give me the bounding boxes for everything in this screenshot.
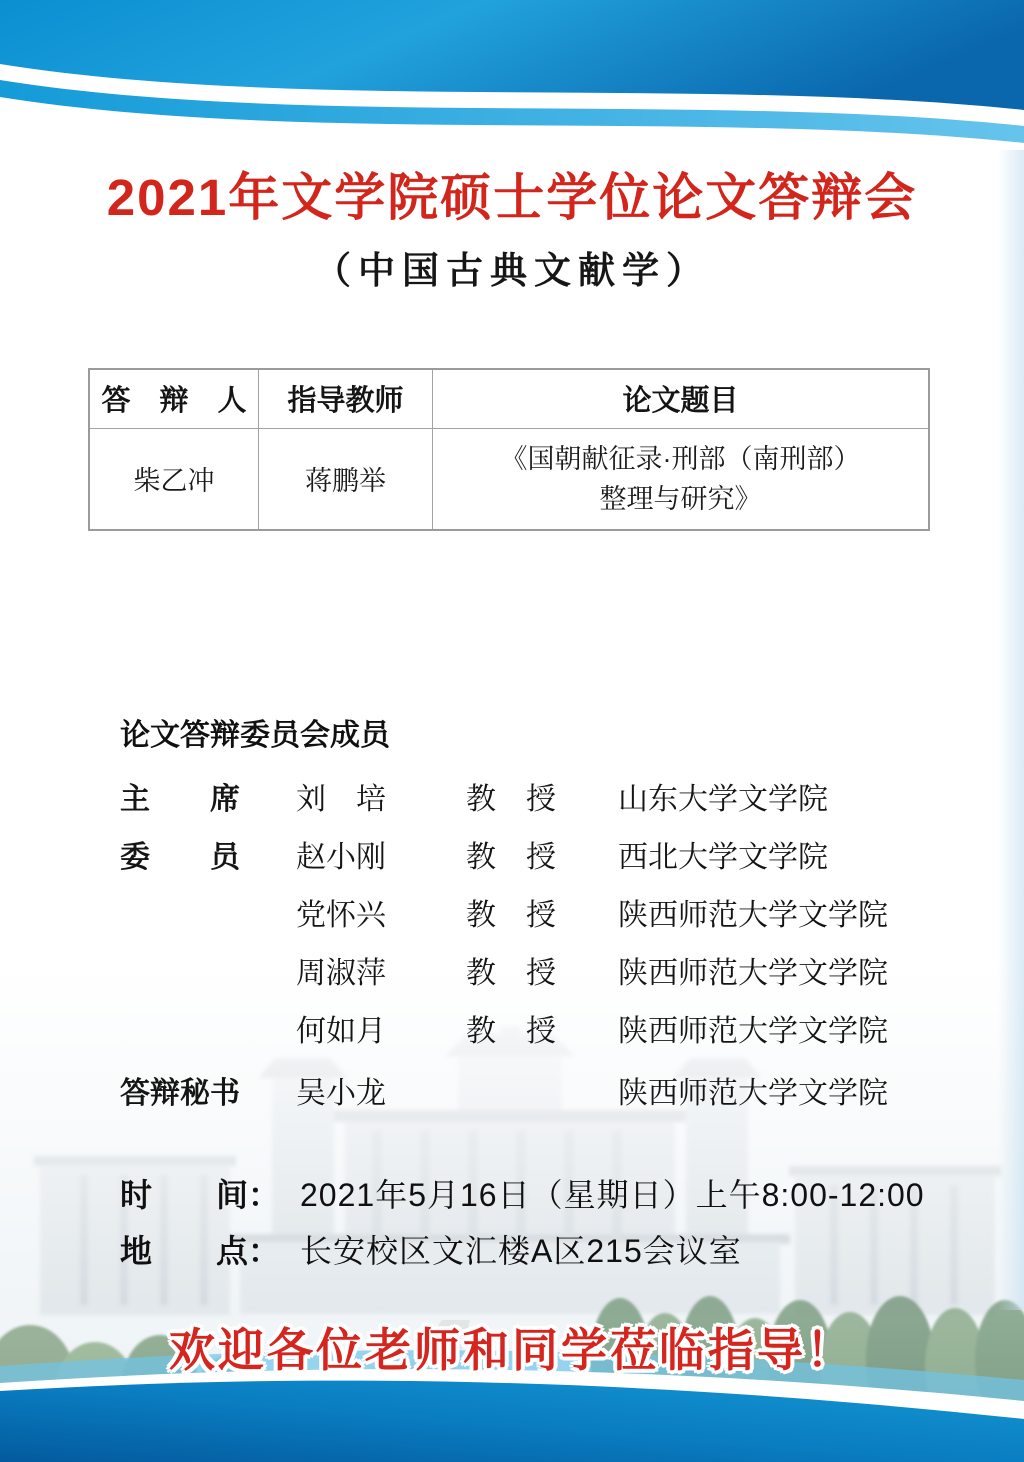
member-name: 赵小刚	[296, 841, 386, 874]
column-header-thesis-title: 论文题目	[433, 369, 930, 428]
member-name: 何如月	[296, 1015, 386, 1048]
defense-table	[88, 368, 930, 531]
member-title: 教 授	[466, 899, 556, 932]
committee-row	[120, 1006, 940, 1048]
advisor-name: 蒋鹏举	[259, 428, 433, 530]
time-label: 时 间：	[120, 1177, 281, 1213]
committee-row	[120, 948, 940, 990]
column-header-defender: 答 辩 人	[89, 369, 259, 428]
member-affiliation: 陕西师范大学文学院	[618, 1077, 888, 1110]
member-role: 答辩秘书	[120, 1077, 240, 1110]
member-title: 教 授	[466, 1015, 556, 1048]
place-label: 地 点：	[120, 1233, 281, 1269]
welcome-banner: 欢迎各位老师和同学莅临指导！	[169, 1324, 855, 1376]
defender-name: 柴乙冲	[89, 428, 259, 530]
time-value: 2021年5月16日（星期日）上午8:00-12:00	[300, 1177, 925, 1213]
committee-row	[120, 774, 940, 816]
member-name: 刘 培	[296, 783, 386, 816]
table-header-row	[89, 369, 929, 428]
member-affiliation: 陕西师范大学文学院	[618, 1015, 888, 1048]
member-affiliation: 西北大学文学院	[618, 841, 828, 874]
thesis-title-line1: 《国朝献征录·刑部（南刑部）	[500, 443, 861, 474]
member-name: 党怀兴	[296, 899, 386, 932]
member-role: 主 席	[120, 783, 240, 816]
member-name: 吴小龙	[296, 1077, 386, 1110]
thesis-title	[433, 428, 930, 530]
table-row	[89, 428, 929, 530]
member-name: 周淑萍	[296, 957, 386, 990]
member-title: 教 授	[466, 783, 556, 816]
member-affiliation: 陕西师范大学文学院	[618, 899, 888, 932]
schedule-time-row	[120, 1170, 980, 1212]
committee-row	[120, 832, 940, 874]
schedule-place-row	[120, 1226, 980, 1268]
member-role: 委 员	[120, 841, 240, 874]
member-title: 教 授	[466, 841, 556, 874]
column-header-advisor: 指导教师	[259, 369, 433, 428]
committee-row	[120, 890, 940, 932]
page-title: 2021年文学院硕士学位论文答辩会	[106, 169, 918, 226]
page-subtitle: （中国古典文献学）	[314, 248, 710, 292]
place-value: 长安校区文汇楼A区215会议室	[300, 1233, 742, 1269]
member-affiliation: 山东大学文学院	[618, 783, 828, 816]
committee-heading: 论文答辩委员会成员	[120, 719, 390, 752]
committee-row	[120, 1068, 940, 1110]
member-title: 教 授	[466, 957, 556, 990]
member-affiliation: 陕西师范大学文学院	[618, 957, 888, 990]
thesis-title-line2: 整理与研究》	[599, 483, 762, 514]
